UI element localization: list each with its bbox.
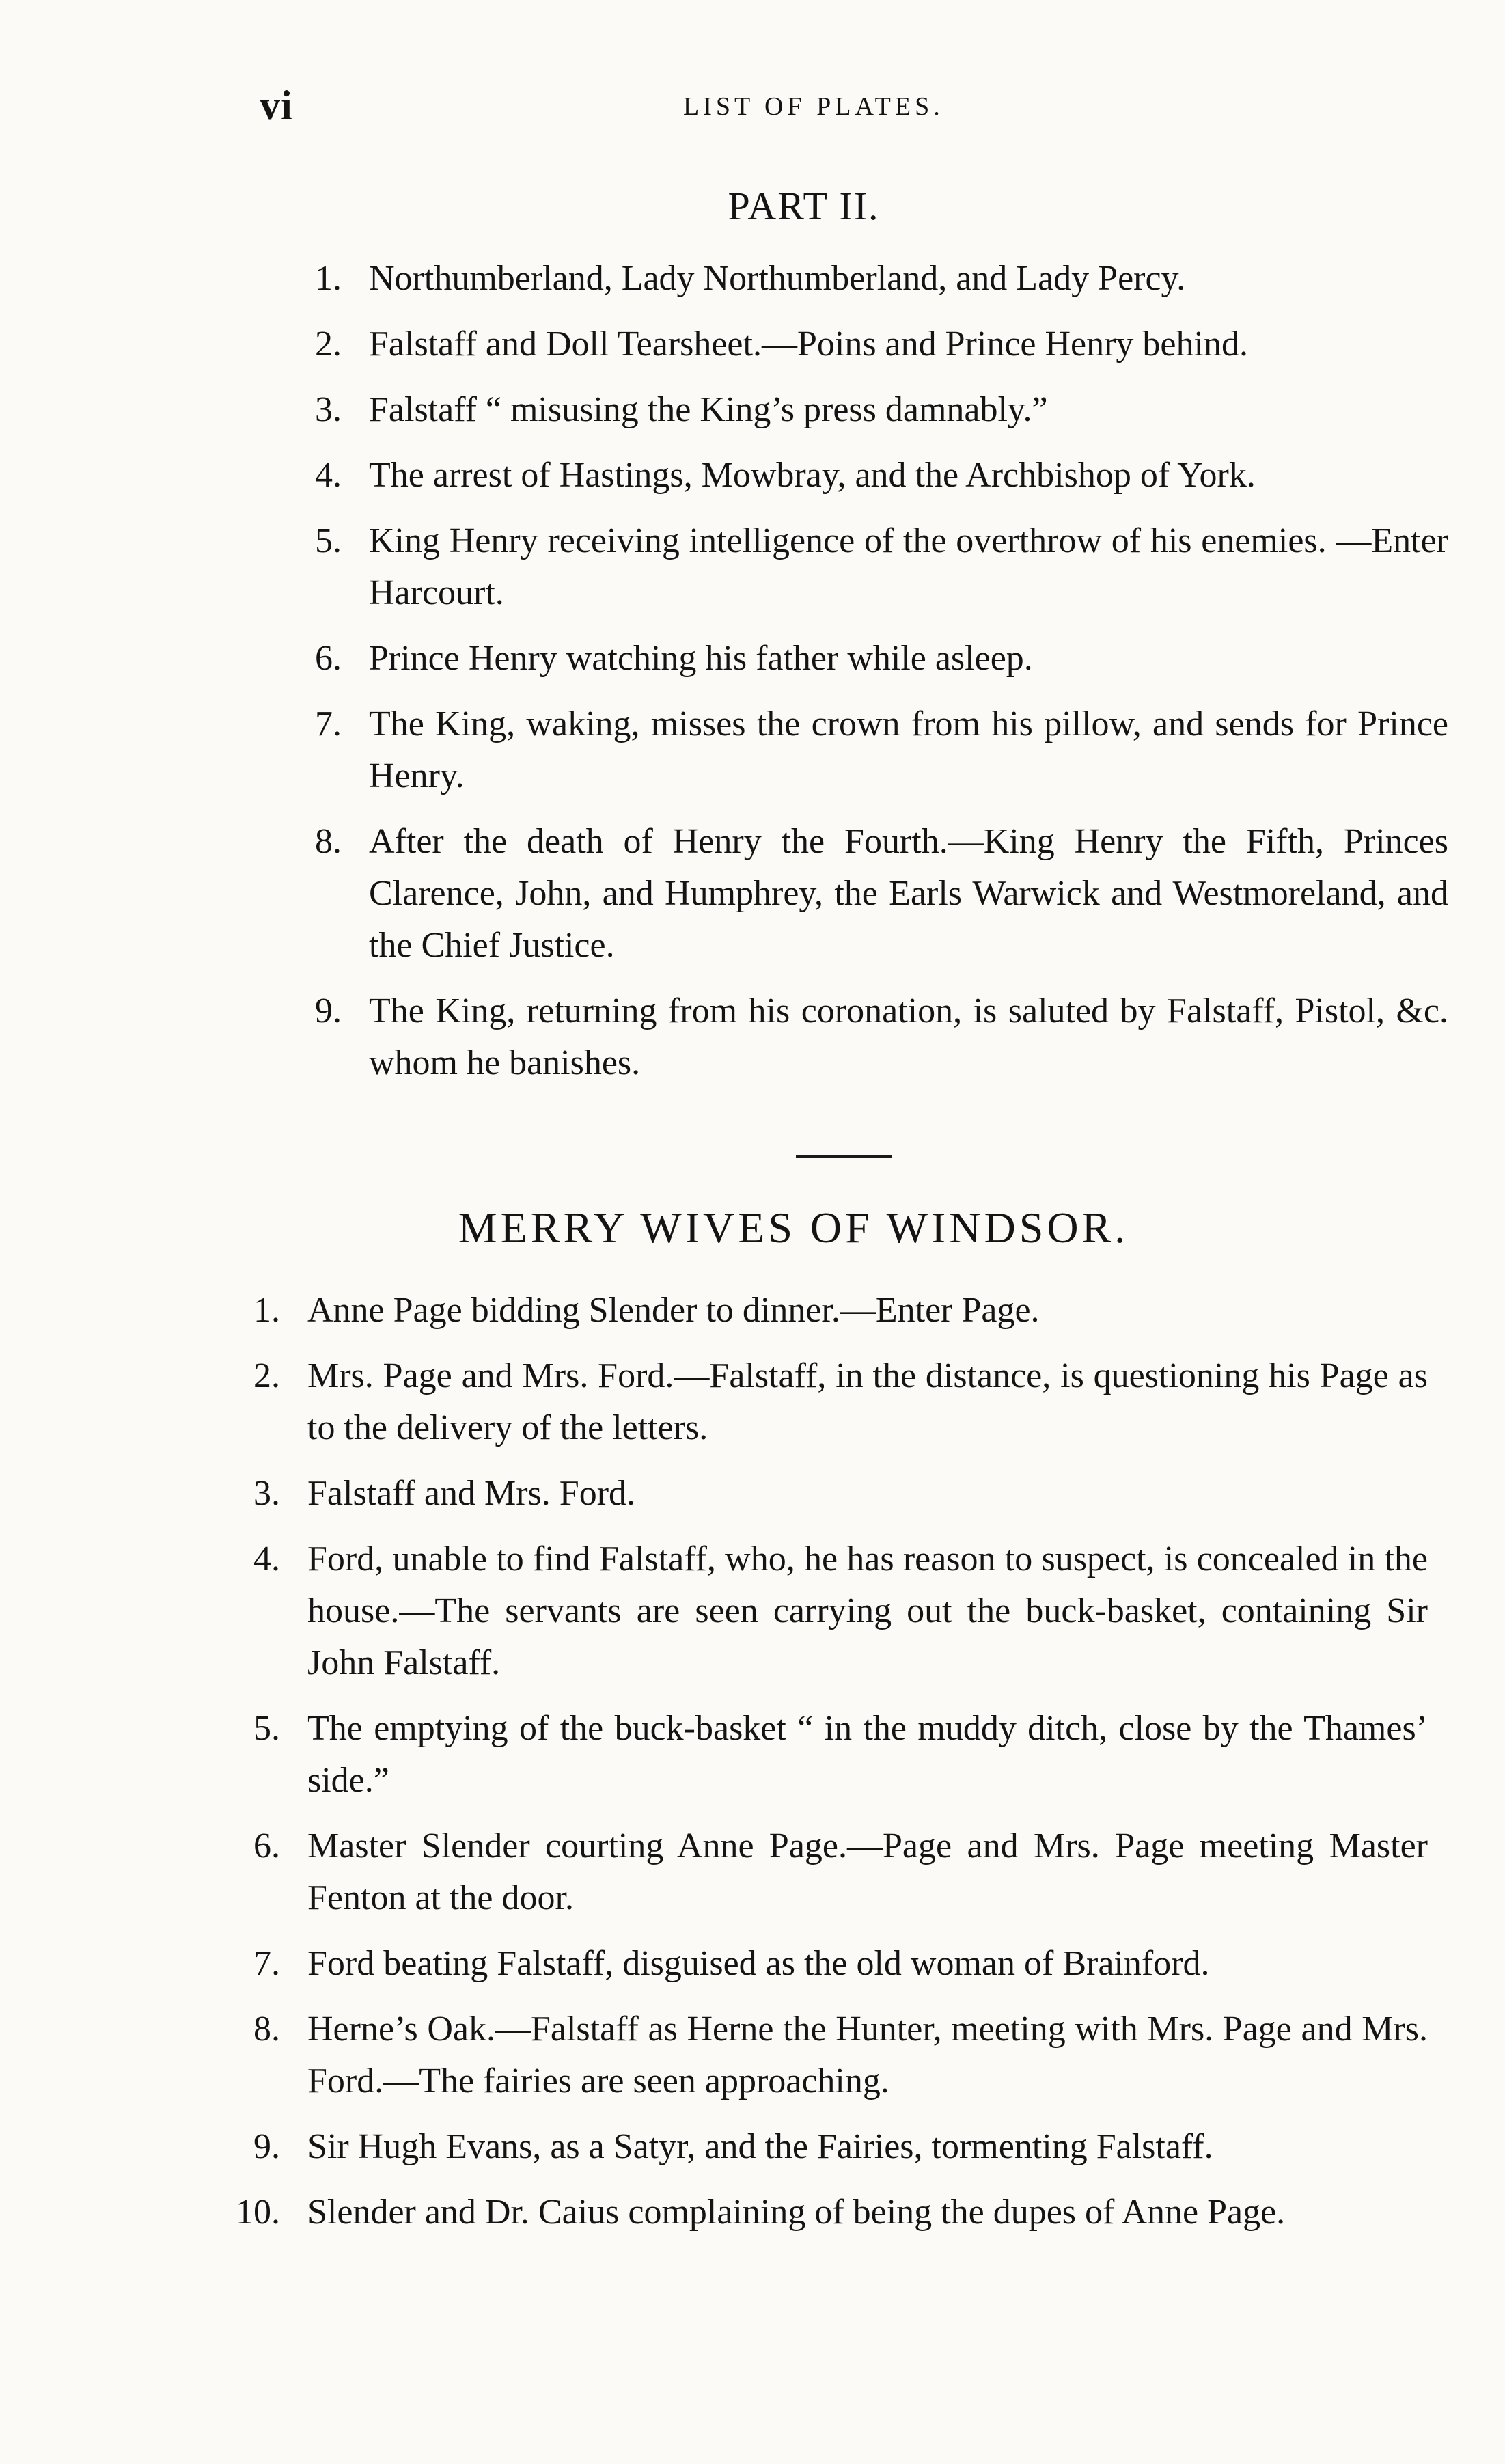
plate-item [225, 1820, 1428, 1924]
plate-description: Prince Henry watching his father while asleep. [369, 639, 1033, 678]
plate-description: Master Slender courting Anne Page.—Page and Mrs. Page meeting Master Fenton at the door. [307, 1826, 1428, 1917]
plate-item [287, 515, 1448, 619]
plate-description: King Henry receiving intelligence of the overthrow of his enemies. —Enter Harcourt. [369, 521, 1448, 612]
plate-number: 8. [253, 2010, 280, 2049]
plate-number: 2. [253, 1356, 280, 1395]
plate-number: 8. [315, 822, 342, 861]
plate-item [287, 816, 1448, 972]
plate-item [225, 2121, 1428, 2173]
plate-number: 2. [315, 325, 342, 364]
plate-number: 6. [253, 1826, 280, 1865]
plate-description: Ford beating Falstaff, disguised as the old woman of Brainford. [307, 1944, 1210, 1983]
plate-item [225, 1468, 1428, 1520]
plate-number: 1. [253, 1291, 280, 1330]
plate-number: 9. [315, 991, 342, 1030]
plate-description: Ford, unable to find Falstaff, who, he has reason to suspect, is concealed in the house.—The servants are seen carrying out the buck-basket, containing Sir John Falstaff. [307, 1539, 1428, 1682]
plate-item [287, 698, 1448, 802]
plate-number: 9. [253, 2127, 280, 2166]
plate-description: After the death of Henry the Fourth.—King Henry the Fifth, Princes Clarence, John, and Humphrey, the Earls Warwick and Westmoreland, and the Chief Justice. [369, 822, 1448, 965]
plate-number: 5. [315, 521, 342, 560]
plate-description: Anne Page bidding Slender to dinner.—Enter Page. [307, 1291, 1040, 1330]
plate-description: Sir Hugh Evans, as a Satyr, and the Fairies, tormenting Falstaff. [307, 2127, 1213, 2166]
plate-description: The emptying of the buck-basket “ in the muddy ditch, close by the Thames’ side.” [307, 1709, 1428, 1800]
plate-item [225, 1350, 1428, 1454]
plate-item [287, 384, 1448, 436]
plate-item [225, 2187, 1428, 2239]
running-head [260, 82, 1421, 137]
plate-description: The King, returning from his coronation, is saluted by Falstaff, Pistol, &c. whom he banishes. [369, 991, 1448, 1082]
part2-plate-list [287, 253, 1448, 1103]
plate-item [225, 2003, 1428, 2107]
plate-description: Falstaff “ misusing the King’s press damnably.” [369, 390, 1048, 429]
plate-number: 4. [253, 1539, 280, 1578]
plate-item [287, 985, 1448, 1089]
plate-item [225, 1938, 1428, 1990]
plate-description: Northumberland, Lady Northumberland, and Lady Percy. [369, 259, 1186, 298]
plate-item [225, 1703, 1428, 1807]
plate-number: 7. [253, 1944, 280, 1983]
plate-number: 4. [315, 456, 342, 495]
plate-item [225, 1285, 1428, 1337]
plate-number: 3. [253, 1474, 280, 1513]
section-heading: MERRY WIVES OF WINDSOR. [458, 1203, 1129, 1252]
running-title: LIST OF PLATES. [683, 92, 944, 121]
plate-description: The arrest of Hastings, Mowbray, and the Archbishop of York. [369, 456, 1256, 495]
plate-number: 7. [315, 704, 342, 743]
plate-number: 1. [315, 259, 342, 298]
plate-item [287, 253, 1448, 305]
plate-description: Mrs. Page and Mrs. Ford.—Falstaff, in the distance, is questioning his Page as to the delivery of the letters. [307, 1356, 1428, 1447]
plate-description: Herne’s Oak.—Falstaff as Herne the Hunter, meeting with Mrs. Page and Mrs. Ford.—The fairies are seen approaching. [307, 2010, 1428, 2100]
plate-description: The King, waking, misses the crown from his pillow, and sends for Prince Henry. [369, 704, 1448, 795]
plate-item [225, 1533, 1428, 1689]
page-number: vi [260, 83, 293, 128]
part-heading: PART II. [728, 184, 880, 228]
merry-wives-plate-list [225, 1285, 1428, 2252]
plate-item [287, 633, 1448, 685]
plate-number: 10. [236, 2193, 280, 2232]
plate-description: Falstaff and Mrs. Ford. [307, 1474, 636, 1513]
plate-description: Slender and Dr. Caius complaining of being the dupes of Anne Page. [307, 2193, 1286, 2232]
section-divider-rule [796, 1155, 892, 1158]
plate-item [287, 318, 1448, 370]
plate-number: 3. [315, 390, 342, 429]
plate-description: Falstaff and Doll Tearsheet.—Poins and Prince Henry behind. [369, 325, 1248, 364]
plate-number: 5. [253, 1709, 280, 1748]
plate-item [287, 450, 1448, 502]
plate-number: 6. [315, 639, 342, 678]
